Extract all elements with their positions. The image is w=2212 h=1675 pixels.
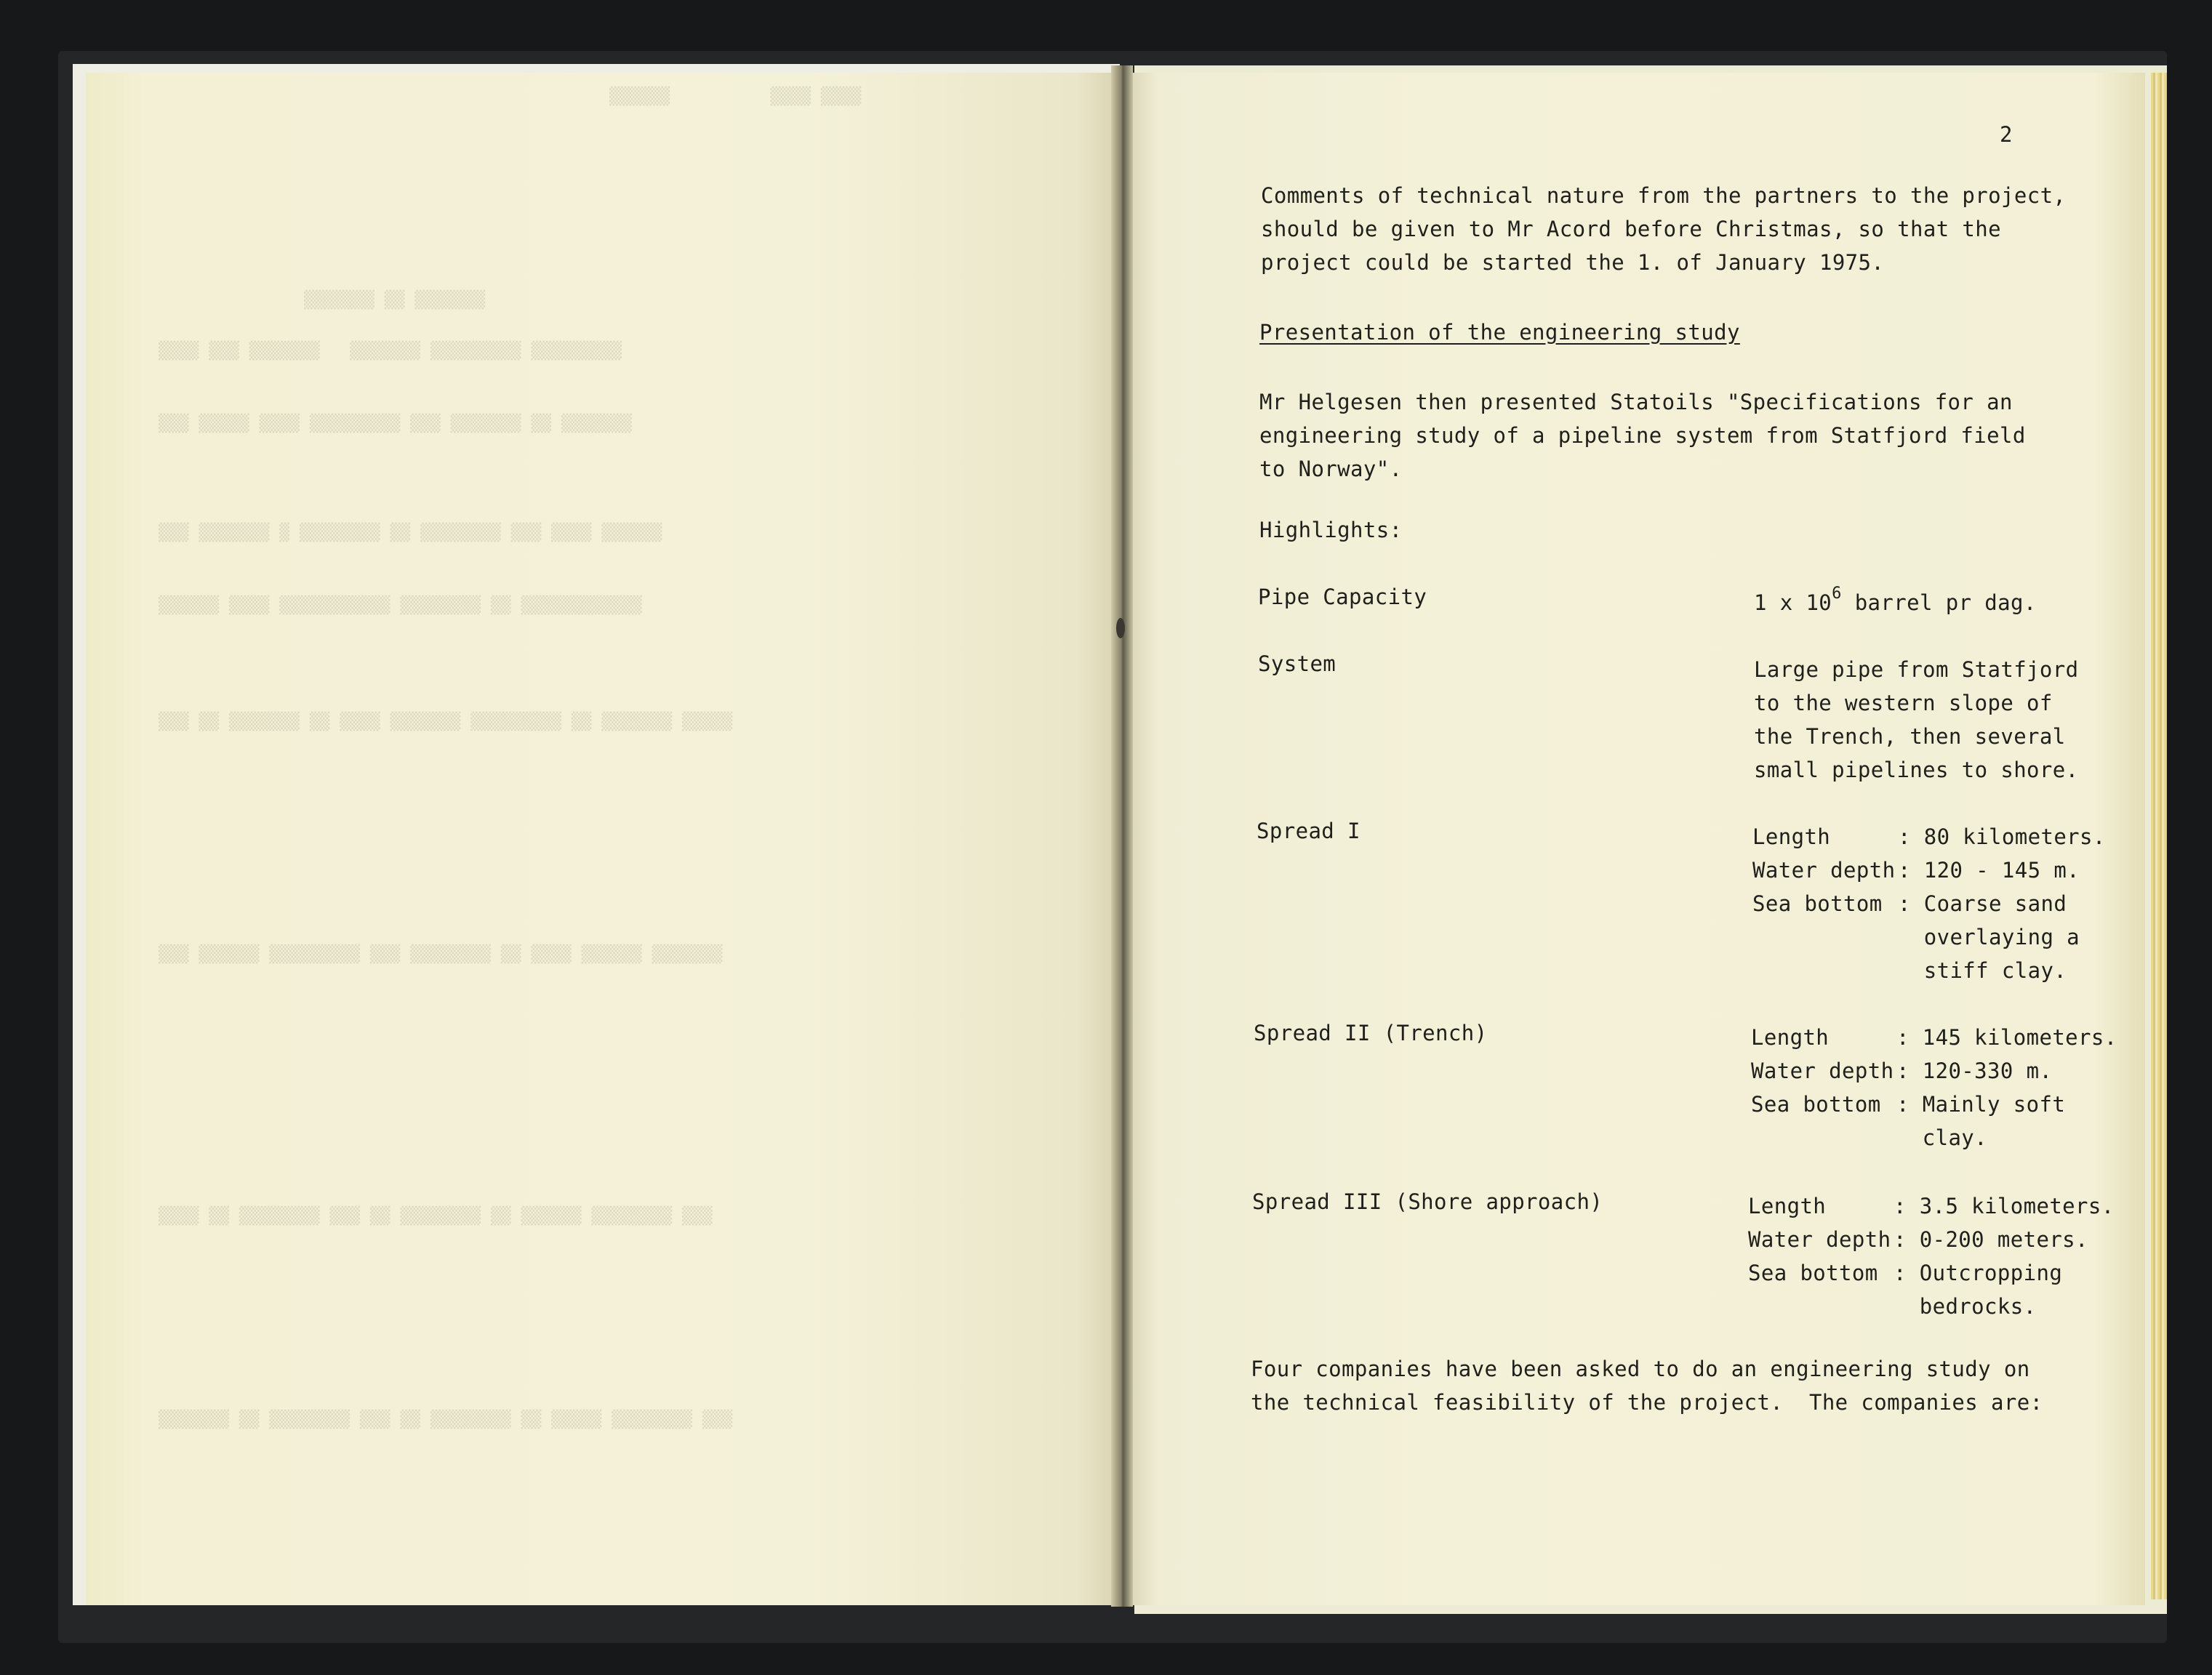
system-line-3: the Trench, then several <box>1754 724 2066 749</box>
bleed-through-text: ▒▒▒▒▒ ▒▒▒▒▒▒▒ ▒▒ ▒▒▒▒▒▒▒▒▒ ▒▒▒▒▒▒▒ ▒▒▒▒ ▒▒ ▒▒▒▒▒▒▒ ▒▒ ▒▒▒ <box>159 712 733 731</box>
system-label: System <box>1258 651 1337 676</box>
closing-line-1: Four companies have been asked to do an engineering study on <box>1251 1357 2030 1381</box>
spread-1-value: : Coarse sand <box>1898 891 2067 916</box>
intro-line-3: project could be started the 1. of January 1975. <box>1261 250 1885 275</box>
spread-2-key: Water depth <box>1751 1059 1894 1083</box>
presentation-line-2: engineering study of a pipeline system from Statfjord field <box>1259 423 2026 448</box>
pipe-capacity-label: Pipe Capacity <box>1258 585 1427 609</box>
bleed-through-text: ▒▒▒ ▒▒▒▒▒▒▒▒ ▒▒▒▒▒▒ ▒▒ ▒▒▒▒▒▒▒▒ ▒▒ ▒▒▒ ▒▒▒▒▒▒▒▒ ▒▒ ▒▒▒▒ <box>159 1207 713 1226</box>
pipe-capacity-value: 1 x $10^6$ barrel pr dag. <box>1754 585 2037 615</box>
spread-1-value: : 120 - 145 m. <box>1898 858 2080 883</box>
spread-1-key: Length <box>1752 824 1831 849</box>
spread-3-value: : 0-200 meters. <box>1894 1227 2088 1252</box>
spread-3-key: Water depth <box>1748 1227 1891 1252</box>
spread-3-value: bedrocks. <box>1894 1294 2037 1319</box>
spread-2-key: Length <box>1751 1025 1830 1050</box>
spread-1-key: Water depth <box>1752 858 1896 883</box>
bleed-through-text: ▒▒▒▒ ▒▒▒▒ ▒▒▒▒▒▒ <box>609 87 862 106</box>
intro-line-2: should be given to Mr Acord before Christmas, so that the <box>1261 217 2001 241</box>
book-gutter <box>1111 65 1133 1607</box>
spread-3-value: : Outcropping <box>1894 1261 2063 1285</box>
spread-1-value: : 80 kilometers. <box>1898 824 2106 849</box>
spread-2-label: Spread II (Trench) <box>1254 1021 1488 1045</box>
spread-3-key: Sea bottom <box>1748 1261 1891 1285</box>
page-number: 2 <box>2000 122 2013 147</box>
spread-2-key: Sea bottom <box>1751 1092 1894 1117</box>
section-heading: Presentation of the engineering study <box>1259 320 1740 345</box>
spread-1-label: Spread I <box>1257 819 1361 843</box>
system-line-2: to the western slope of <box>1754 691 2053 715</box>
spread-2-value: : 120-330 m. <box>1896 1059 2053 1083</box>
bleed-through-text: ▒▒▒▒▒▒ ▒▒▒▒ ▒▒▒ ▒▒▒▒▒▒▒▒ ▒▒ ▒▒▒▒▒▒▒▒ ▒ ▒▒▒▒▒▒▒ ▒▒▒ <box>159 523 662 542</box>
system-line-4: small pipelines to shore. <box>1754 758 2079 782</box>
spread-2-value: : 145 kilometers. <box>1896 1025 2117 1050</box>
bleed-through-text: ▒▒▒▒▒▒▒ ▒▒ ▒▒▒▒▒▒▒ ▒▒▒ ▒▒▒▒▒▒▒▒▒ ▒▒▒▒ ▒▒▒▒▒ ▒▒▒ <box>159 414 632 433</box>
spread-2-value: clay. <box>1896 1125 1988 1150</box>
presentation-line-3: to Norway". <box>1259 457 1403 481</box>
bleed-through-text: ▒▒▒▒▒▒▒▒▒▒▒▒ ▒▒ ▒▒▒▒▒▒▒▒ ▒▒▒▒▒▒▒▒▒▒▒ ▒▒▒▒ ▒▒▒▒▒▒ <box>159 596 642 615</box>
left-page <box>86 73 1118 1605</box>
spread-3-key: Length <box>1748 1194 1827 1218</box>
binding-mark <box>1116 618 1125 638</box>
spread-1-key: Sea bottom <box>1752 891 1896 916</box>
bleed-through-text: ▒▒▒▒▒▒▒ ▒▒ ▒▒▒▒▒▒▒ <box>304 291 486 310</box>
closing-line-2: the technical feasibility of the project. The companies are: <box>1251 1390 2043 1415</box>
bleed-through-text: ▒▒▒ ▒▒▒▒▒▒▒▒ ▒▒▒▒▒ ▒▒ ▒▒▒▒▒▒▒▒ ▒▒ ▒▒▒ ▒▒▒▒▒▒▒▒ ▒▒ ▒▒▒▒▒▒▒ <box>159 1410 733 1429</box>
presentation-line-1: Mr Helgesen then presented Statoils "Specifications for an <box>1259 390 2013 414</box>
spread-2-value: : Mainly soft <box>1896 1092 2066 1117</box>
system-line-1: Large pipe from Statfjord <box>1754 657 2079 682</box>
highlights-label: Highlights: <box>1259 518 1403 542</box>
intro-line-1: Comments of technical nature from the partners to the project, <box>1261 183 2067 208</box>
spread-3-value: : 3.5 kilometers. <box>1894 1194 2115 1218</box>
spread-1-value: overlaying a <box>1898 925 2080 949</box>
spread-3-label: Spread III (Shore approach) <box>1252 1189 1603 1214</box>
page-edges <box>2151 73 2167 1599</box>
bleed-through-text: ▒▒▒▒▒▒▒▒▒ ▒▒▒▒▒▒▒▒▒ ▒▒▒▒▒▒▒ ▒▒▒▒▒▒▒ ▒▒▒ ▒▒▒▒ <box>159 342 622 361</box>
spread-1-value: stiff clay. <box>1898 958 2067 983</box>
bleed-through-text: ▒▒▒▒▒▒▒ ▒▒▒▒▒▒ ▒▒▒▒ ▒▒ ▒▒▒▒▒▒▒▒ ▒▒▒ ▒▒▒▒▒▒▒▒▒ ▒▒▒▒▒▒ ▒▒▒ <box>159 945 723 964</box>
